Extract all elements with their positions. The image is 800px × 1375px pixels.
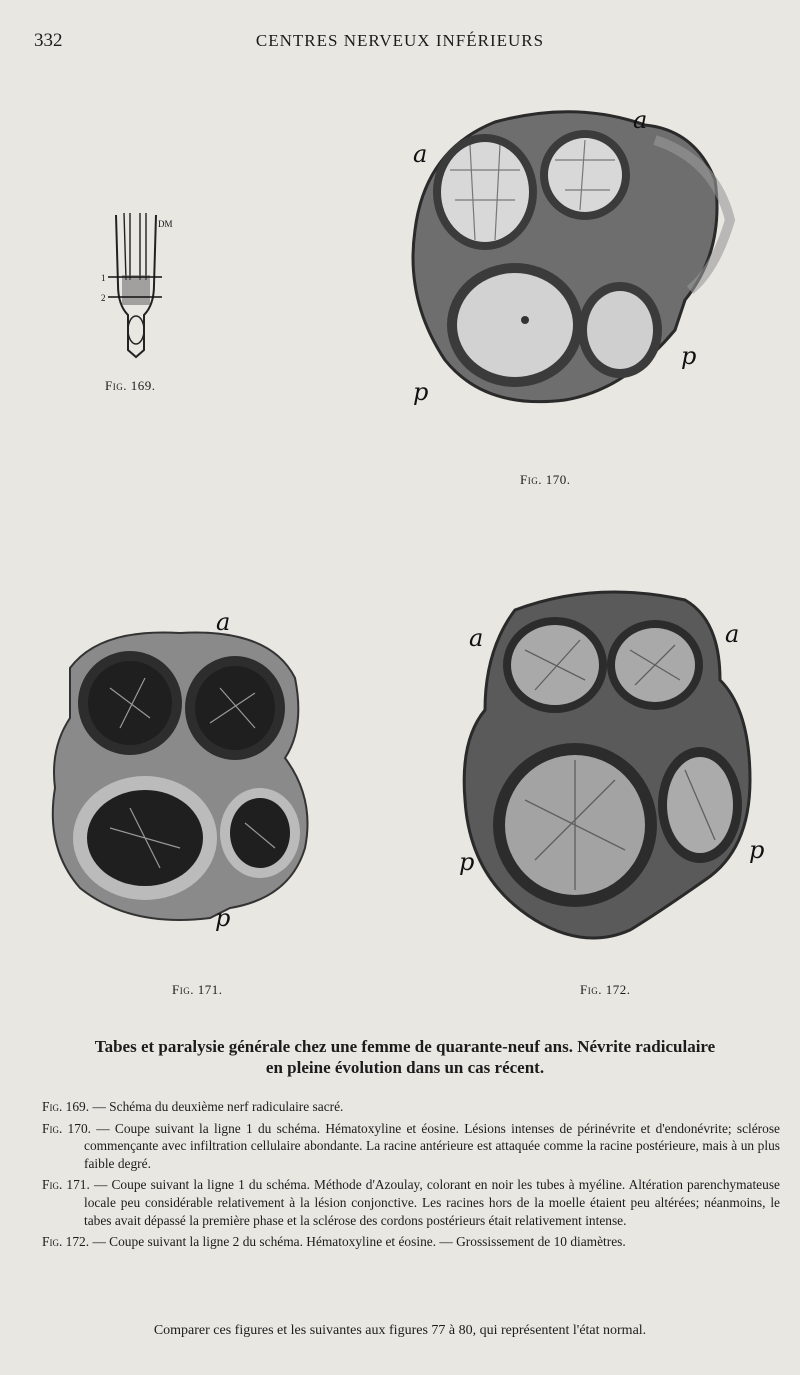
- fig170-marker-a-right: a: [633, 106, 648, 134]
- closing-note: Comparer ces figures et les suivantes aux figures 77 à 80, qui représentent l'état normal.: [153, 1323, 647, 1338]
- legend-figure-number: Fig. 171.: [42, 1177, 90, 1193]
- running-title: CENTRES NERVEUX INFÉRIEURS: [255, 31, 545, 50]
- legend-figure-number: Fig. 169.: [42, 1099, 90, 1114]
- figure-169-label: Fig. 169.: [105, 378, 156, 393]
- fig172-marker-p-left: p: [459, 848, 475, 876]
- fig169-marker-1: 1: [101, 273, 106, 283]
- legend-text: — Schéma du deuxième nerf radiculaire sacré.: [92, 1099, 344, 1114]
- legend-entry: [42, 1176, 780, 1229]
- legend-figure-number: Fig. 170.: [42, 1120, 91, 1136]
- fig172-marker-a-right: a: [725, 620, 740, 648]
- figure-172-section: [455, 580, 775, 950]
- page-number: 332: [34, 30, 63, 51]
- plate-caption-line-1: Tabes et paralysie générale chez une femme de quarante-neuf ans. Névrite radiculaire: [94, 1037, 716, 1056]
- fig170-marker-a-left: a: [413, 140, 428, 168]
- figure-171-label: Fig. 171.: [172, 982, 223, 997]
- figure-legend-list: [42, 1098, 780, 1255]
- figure-170-section: [395, 100, 745, 430]
- legend-entry: [42, 1098, 780, 1116]
- fig172-marker-a-left: a: [469, 624, 484, 652]
- legend-text: — Coupe suivant la ligne 1 du schéma. Méthode d'Azoulay, colorant en noir les tubes à myéline. Altération parenchymateuse locale peu considérable relativement à la lésion conjonctive. Les racines hors de la moelle étaient peu altérées; néanmoins, le tabes avait dépassé la première phase et la sclérose des cordons postérieurs était relativement intense.: [84, 1177, 780, 1228]
- legend-entry: [42, 1120, 780, 1173]
- fig171-marker-p: p: [215, 904, 231, 932]
- fig169-marker-dm: DM: [158, 219, 173, 229]
- fig172-marker-p-right: p: [749, 836, 765, 864]
- figure-171-section: [40, 608, 330, 932]
- legend-entry: [42, 1233, 780, 1251]
- fig170-marker-p-right: p: [681, 342, 697, 370]
- legend-text: — Coupe suivant la ligne 2 du schéma. Hématoxyline et éosine. — Grossissement de 10 diamètres.: [92, 1234, 626, 1250]
- legend-text: — Coupe suivant la ligne 1 du schéma. Hématoxyline et éosine. Lésions intenses de périnévrite et d'endonévrite; sclérose commençante avec infiltration cellulaire abondante. La racine antérieure est attaquée comme la racine postérieure, mais à un plus faible degré.: [84, 1120, 780, 1171]
- plate-caption-line-2: en pleine évolution dans un cas récent.: [265, 1058, 545, 1077]
- legend-figure-number: Fig. 172.: [42, 1234, 90, 1250]
- fig169-marker-2: 2: [101, 293, 106, 303]
- fig171-marker-a: a: [216, 608, 231, 636]
- figure-169-schema: [100, 205, 190, 365]
- fig170-marker-p-left: p: [413, 378, 429, 406]
- figure-170-label: Fig. 170.: [520, 472, 571, 487]
- figure-172-label: Fig. 172.: [580, 982, 631, 997]
- plate-caption: [40, 1036, 770, 1078]
